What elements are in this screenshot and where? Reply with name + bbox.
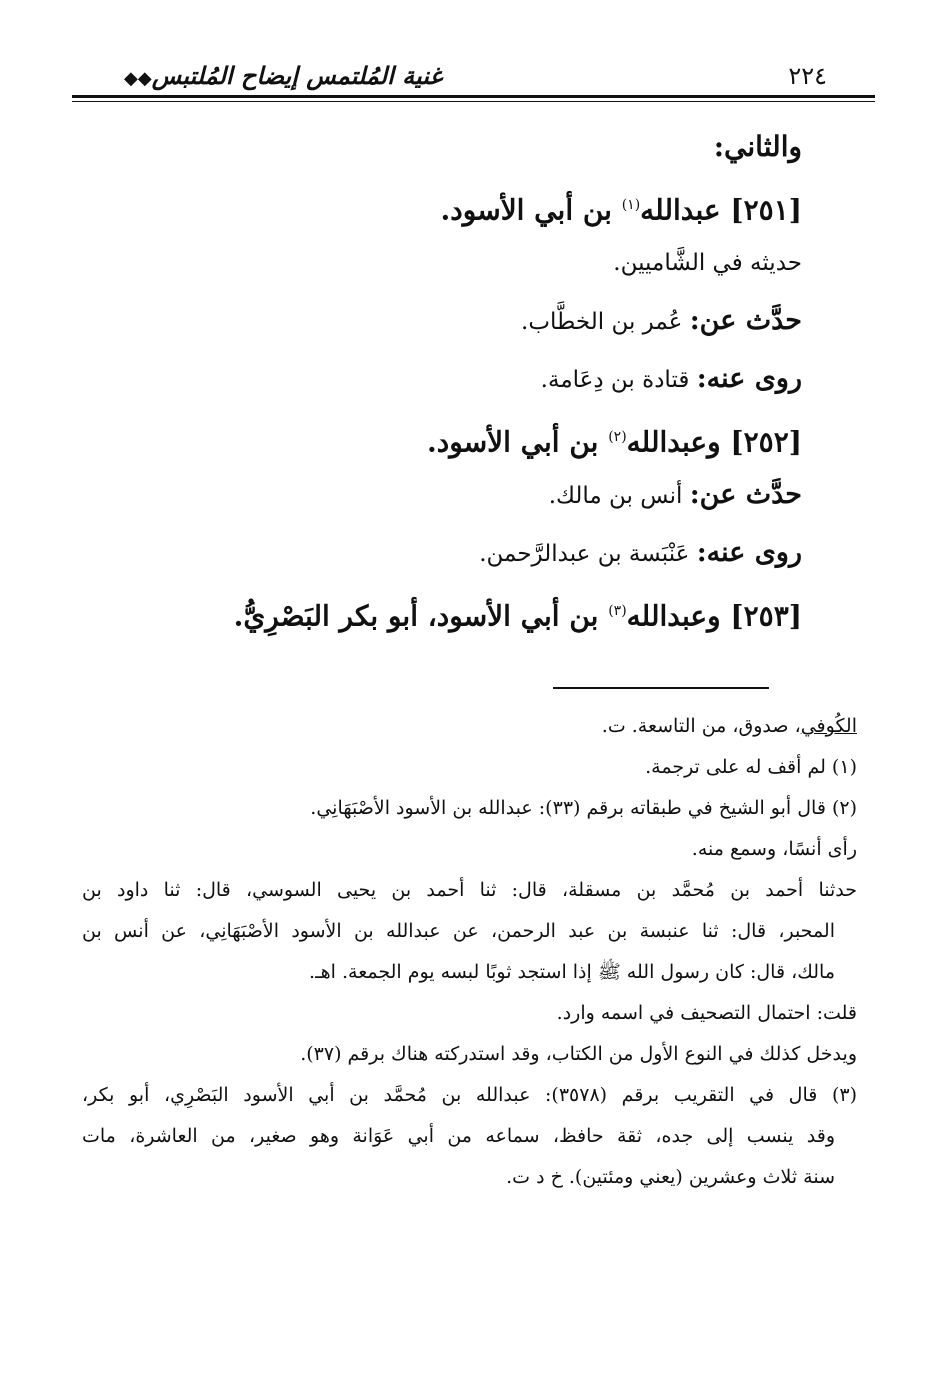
footnote-continued-word: الكُوفي (800, 715, 857, 737)
page-number: ٢٢٤ (788, 62, 827, 90)
footnote-ref-2: (٢) (608, 429, 627, 445)
header-rule-thin (72, 101, 875, 102)
footnote-continued-text: ، صدوق، من التاسعة. ت. (601, 715, 801, 737)
narrators-label: روى عنه: (696, 537, 802, 568)
entry-253-name: [٢٥٣] وعبدالله (626, 599, 802, 633)
page-header (72, 40, 875, 90)
narrated-from-value: أنس بن مالك. (548, 483, 683, 509)
running-title (72, 61, 442, 90)
header-rule-thick (72, 95, 875, 98)
narrated-from-label: حدَّث عن: (689, 479, 802, 510)
footnote-2-line-2: رأى أنسًا، وسمع منه. (691, 838, 857, 860)
footnotes (82, 706, 857, 1198)
narrators-value: عَنْبَسة بن عبدالرَّحمن. (479, 541, 690, 567)
narrators-label: روى عنه: (696, 363, 802, 394)
entry-253-lineage: بن أبي الأسود، أبو بكر البَصْرِيُّ. (233, 599, 599, 633)
entry-251-hadith: حديثه في الشَّاميين. (613, 250, 802, 276)
entry-252-name: [٢٥٢] وعبدالله (626, 425, 802, 459)
entry-252-narrated-from (90, 466, 802, 524)
entry-251-narrated-from (90, 292, 802, 350)
footnote-3-line-3: سنة ثلاث وعشرين (يعني ومئتين). خ د ت. (506, 1166, 835, 1188)
footnote-2-line-1: (٢) قال أبو الشيخ في طبقاته برقم (٣٣): عبدالله بن الأسود الأصْبَهَانِي. (310, 797, 857, 819)
narrated-from-label: حدَّث عن: (689, 305, 802, 336)
narrated-from-value: عُمر بن الخطَّاب. (521, 309, 683, 335)
entry-251 (90, 176, 802, 234)
book-title: غنية المُلتمس إيضاح المُلتبس (151, 61, 443, 90)
entry-251-narrators (90, 350, 802, 408)
footnote-ref-1: (١) (621, 197, 641, 213)
diamond-ornament-icon: ◆◆ (124, 68, 152, 89)
main-text (90, 118, 802, 640)
entry-252-narrators (90, 524, 802, 582)
footnote-3-line-1: (٣) قال في التقريب برقم (٣٥٧٨): عبدالله بن مُحمَّد بن أبي الأسود البَصْرِي، أبو بكر، (82, 1084, 857, 1106)
narrators-value: قتادة بن دِعَامة. (540, 367, 690, 393)
footnote-ref-3: (٣) (608, 603, 627, 619)
entry-252-lineage: بن أبي الأسود. (427, 425, 599, 459)
footnote-1: (١) لم أقف له على ترجمة. (645, 756, 857, 778)
footnote-2-line-5: مالك، قال: كان رسول الله ﷺ إذا استجد ثوبًا لبسه يوم الجمعة. اهـ. (309, 961, 835, 983)
footnote-separator (553, 687, 769, 689)
entry-251-name: [٢٥١] عبدالله (640, 193, 802, 227)
entry-252 (90, 408, 802, 466)
footnote-3-line-2: وقد ينسب إلى جده، ثقة حافظ، سماعه من أبي عَوَانة وهو صغير، من العاشرة، مات (82, 1125, 835, 1147)
entry-253 (90, 582, 802, 640)
footnote-continuation (82, 706, 857, 747)
entry-251-lineage: بن أبي الأسود. (440, 193, 612, 227)
section-heading: والثاني: (713, 130, 802, 163)
footnote-2-line-7: ويدخل كذلك في النوع الأول من الكتاب، وقد استدركته هناك برقم (٣٧). (300, 1043, 857, 1065)
footnote-2-line-3: حدثنا أحمد بن مُحمَّد بن مسقلة، قال: ثنا أحمد بن يحيى السوسي، قال: ثنا داود بن (82, 879, 857, 901)
footnote-2-line-4: المحبر، قال: ثنا عنبسة بن عبد الرحمن، عن عبدالله بن الأسود الأصْبَهَانِي، عن أنس بن (82, 920, 836, 942)
footnote-2-line-6: قلت: احتمال التصحيف في اسمه وارد. (556, 1002, 857, 1024)
